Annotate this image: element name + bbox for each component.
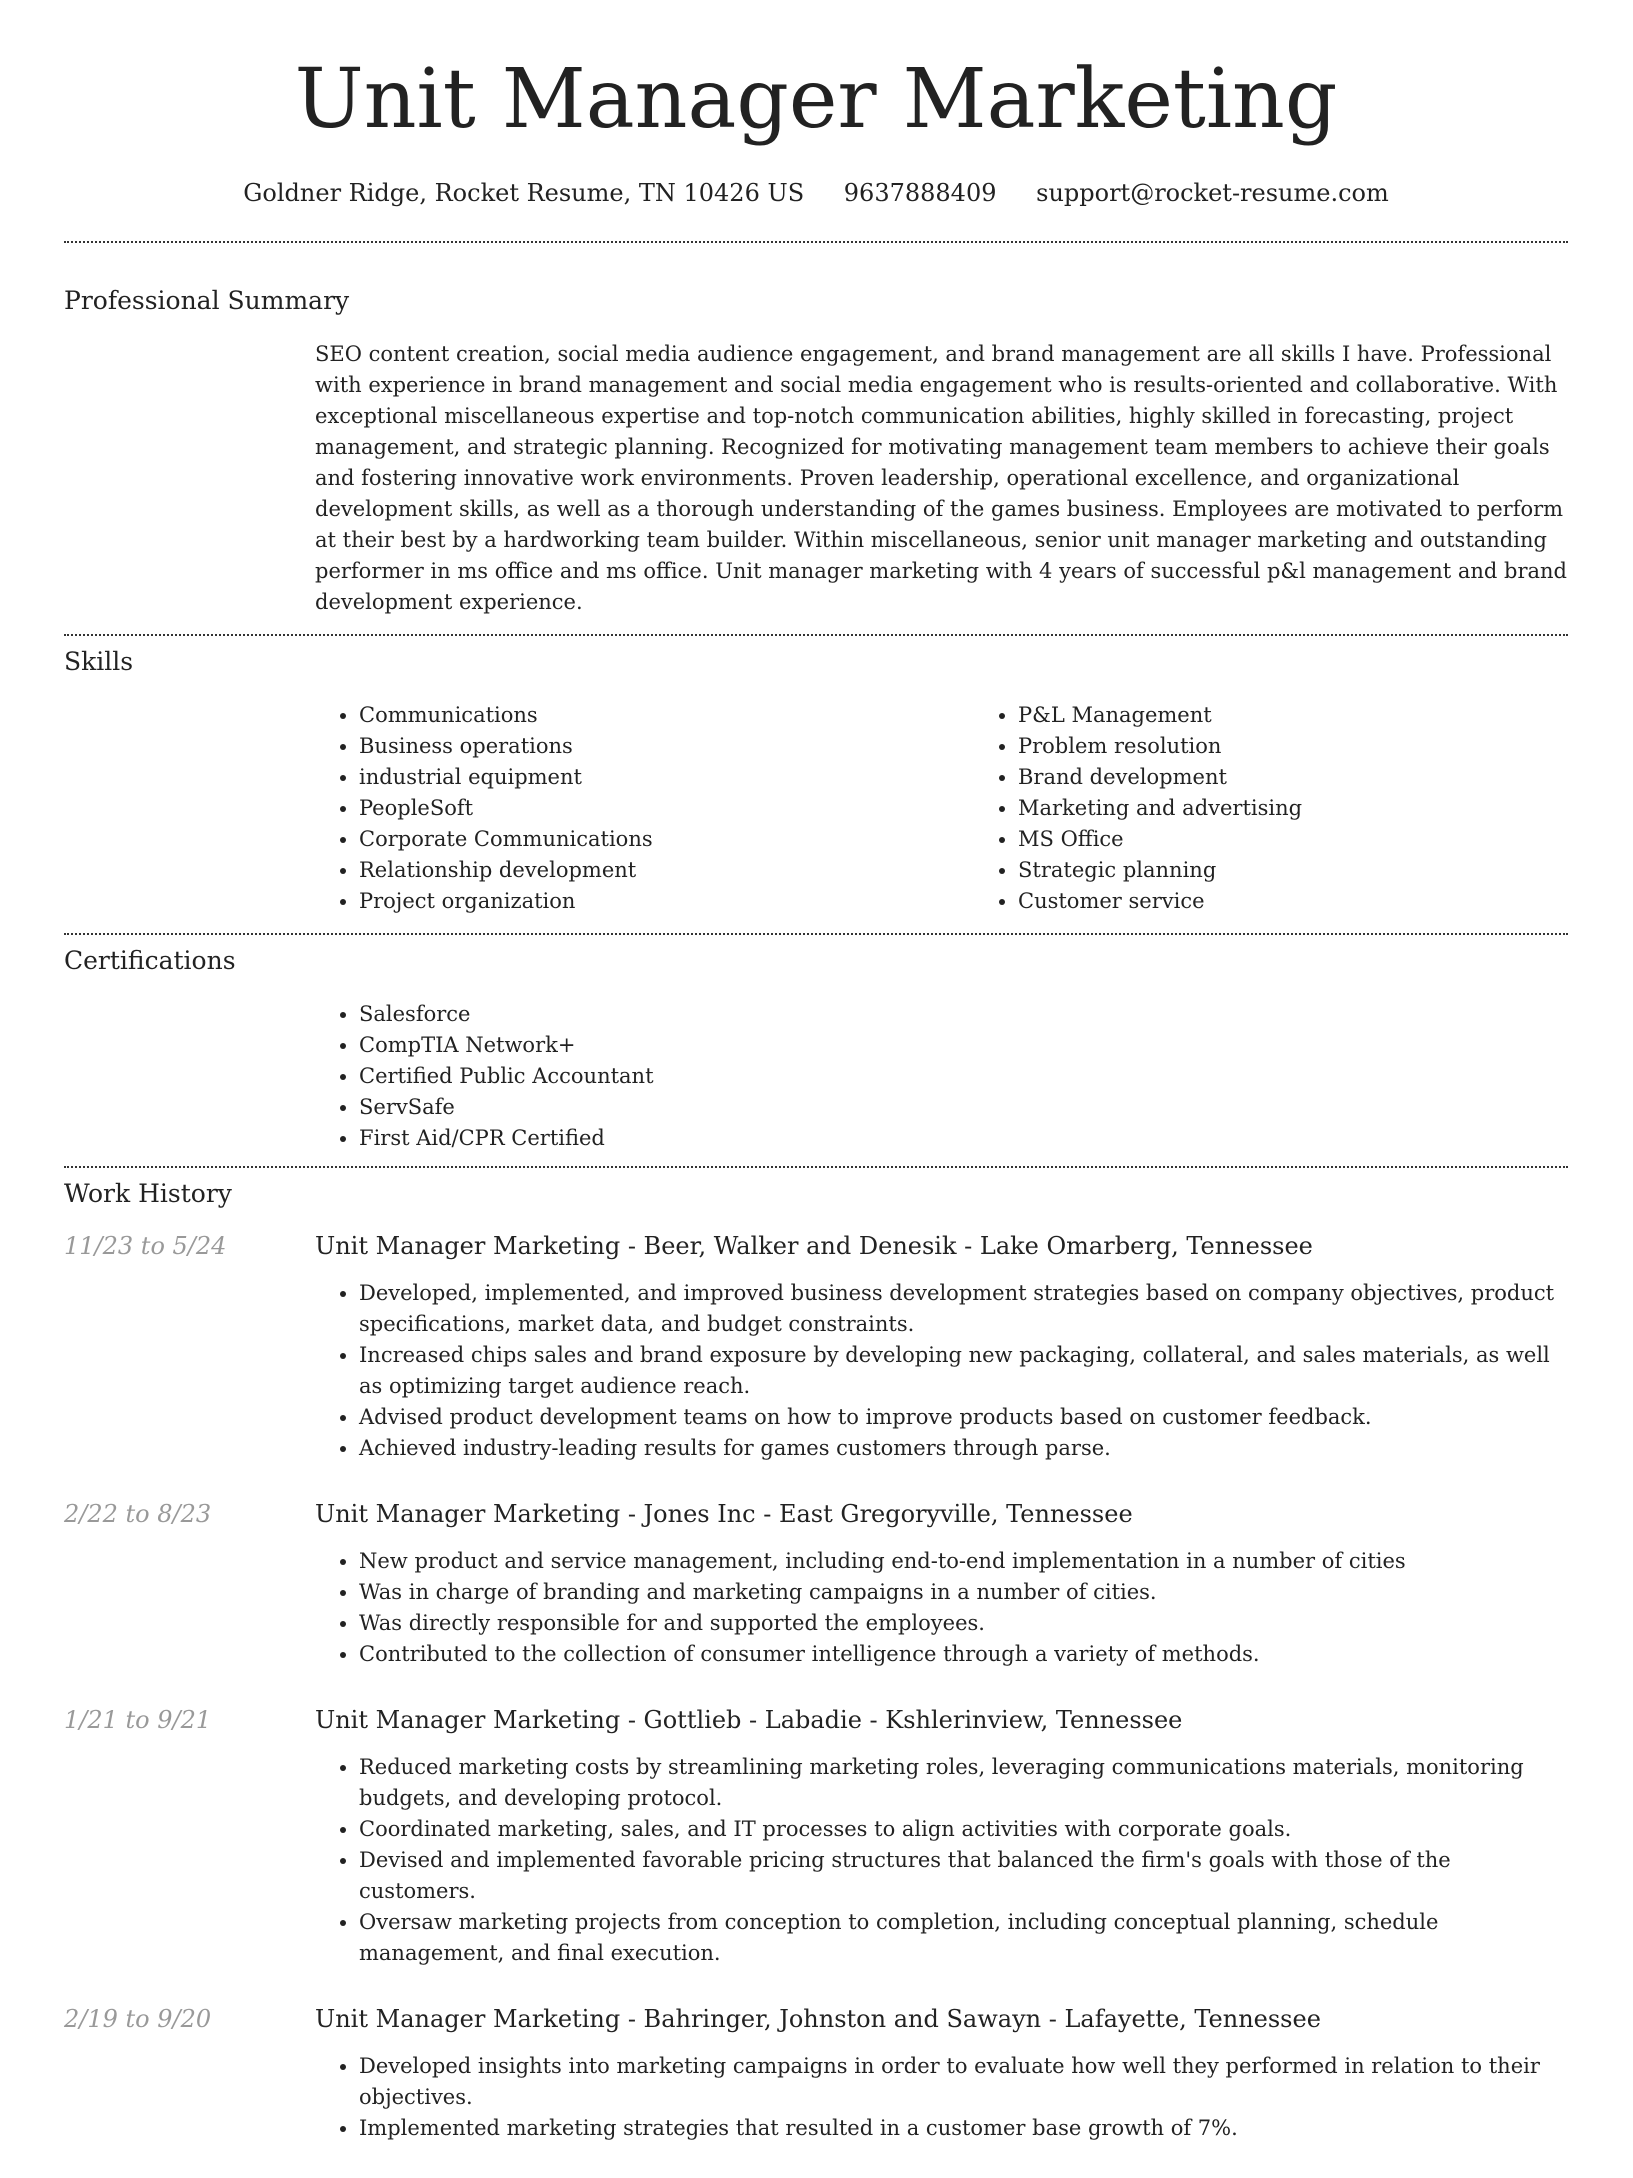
skill-item: • Project organization: [359, 886, 974, 917]
job-details: [315, 2003, 1568, 2178]
skill-item: • MS Office: [1018, 824, 1633, 855]
job-bullets: [315, 2051, 1568, 2178]
skills-grid: [315, 700, 1568, 933]
skills-list-left: [315, 700, 974, 917]
job-bullet: • New product and service management, including end-to-end implementation in a number of cities: [359, 1546, 1568, 1577]
job-bullet: • Oversaw marketing projects from conception to completion, including conceptual planning, schedule management, and final execution.: [359, 1907, 1568, 1969]
certifications-list: [315, 999, 1568, 1166]
job-details: [315, 1704, 1568, 2003]
contact-line: [0, 178, 1632, 208]
job-title: Unit Manager Marketing - Gottlieb - Labadie - Kshlerinview, Tennessee: [315, 1706, 1183, 1734]
job-bullet: • Was directly responsible for and supported the employees.: [359, 1608, 1568, 1639]
skill-item: • PeopleSoft: [359, 793, 974, 824]
skill-item: • industrial equipment: [359, 762, 974, 793]
skills-section: [0, 636, 1632, 933]
work-history-heading: Work History: [64, 1179, 232, 1208]
summary-heading: Professional Summary: [64, 286, 350, 315]
jobs-list: [64, 1210, 1568, 2178]
job-bullet: • Achieved industry-leading results for games customers through parse.: [359, 1433, 1568, 1464]
skill-item: • Corporate Communications: [359, 824, 974, 855]
skill-item: • Communications: [359, 700, 974, 731]
job-bullets: [315, 1752, 1568, 2003]
job-bullet: • Was in charge of branding and marketing campaigns in a number of cities.: [359, 1577, 1568, 1608]
job-details: [315, 1498, 1568, 1704]
candidate-name: Unit Manager Marketing: [294, 52, 1338, 147]
skill-item: • Brand development: [1018, 762, 1633, 793]
skill-item: • Problem resolution: [1018, 731, 1633, 762]
summary-text: SEO content creation, social media audience engagement, and brand management are all skills I have. Professional with experience in brand management and social media engagement who is results-oriented and collaborative. With exceptional miscellaneous expertise and top-notch communication abilities, highly skilled in forecasting, project management, and strategic planning. Recognized for motivating management team members to achieve their goals and fostering innovative work environments. Proven leadership, operational excellence, and organizational development skills, as well as a thorough understanding of the games business. Employees are motivated to perform at their best by a hardworking team builder. Within miscellaneous, senior unit manager marketing and outstanding performer in ms office and ms office. Unit manager marketing with 4 years of successful p&l management and brand development experience.: [315, 342, 1567, 614]
job-bullet: • Developed, implemented, and improved business development strategies based on company objectives, product specifications, market data, and budget constraints.: [359, 1278, 1568, 1340]
certification-item: • Salesforce: [359, 999, 1568, 1030]
skill-item: • P&L Management: [1018, 700, 1633, 731]
job-bullet: • Reduced marketing costs by streamlining marketing roles, leveraging communications materials, monitoring budgets, and developing protocol.: [359, 1752, 1568, 1814]
job-date: 11/23 to 5/24: [64, 1232, 227, 1260]
resume-header: [0, 0, 1632, 208]
skill-item: • Business operations: [359, 731, 974, 762]
job-date: 1/21 to 9/21: [64, 1706, 212, 1734]
skill-item: • Relationship development: [359, 855, 974, 886]
job-title: Unit Manager Marketing - Jones Inc - East Gregoryville, Tennessee: [315, 1500, 1133, 1528]
skill-item: • Customer service: [1018, 886, 1633, 917]
job-bullet: • Coordinated marketing, sales, and IT processes to align activities with corporate goals.: [359, 1814, 1568, 1845]
job-entry: [64, 1230, 1568, 1498]
certification-item: • Certified Public Accountant: [359, 1061, 1568, 1092]
address-text: Goldner Ridge, Rocket Resume, TN 10426 US: [243, 179, 805, 207]
job-date: 2/19 to 9/20: [64, 2005, 212, 2033]
certification-item: • ServSafe: [359, 1092, 1568, 1123]
certifications-heading: Certifications: [64, 946, 236, 975]
job-title: Unit Manager Marketing - Bahringer, Johnston and Sawayn - Lafayette, Tennessee: [315, 2005, 1321, 2033]
job-bullet: • Devised and implemented favorable pricing structures that balanced the firm's goals with those of the customers.: [359, 1845, 1568, 1907]
job-date: 2/22 to 8/23: [64, 1500, 212, 1528]
job-bullet: • Implemented marketing strategies that resulted in a customer base growth of 7%.: [359, 2113, 1568, 2144]
skills-heading: Skills: [64, 647, 134, 676]
skills-list-right: [974, 700, 1633, 917]
job-details: [315, 1230, 1568, 1498]
job-bullets: [315, 1546, 1568, 1704]
certification-item: • First Aid/CPR Certified: [359, 1123, 1568, 1154]
work-history-section: [0, 1168, 1632, 2178]
job-bullet: • Developed insights into marketing campaigns in order to evaluate how well they performed in relation to their objectives.: [359, 2051, 1568, 2113]
certifications-section: [0, 935, 1632, 1166]
summary-section: [0, 243, 1632, 618]
job-entry: [64, 1704, 1568, 2003]
job-title: Unit Manager Marketing - Beer, Walker and Denesik - Lake Omarberg, Tennessee: [315, 1232, 1313, 1260]
email-link[interactable]: support@rocket-resume.com: [1036, 179, 1389, 207]
phone-text: 9637888409: [843, 179, 997, 207]
skill-item: • Strategic planning: [1018, 855, 1633, 886]
job-bullet: • Advised product development teams on how to improve products based on customer feedback.: [359, 1402, 1568, 1433]
job-bullet: • Increased chips sales and brand exposure by developing new packaging, collateral, and sales materials, as well as optimizing target audience reach.: [359, 1340, 1568, 1402]
job-bullet: • Contributed to the collection of consumer intelligence through a variety of methods.: [359, 1639, 1568, 1670]
job-entry: [64, 2003, 1568, 2178]
job-bullets: [315, 1278, 1568, 1498]
job-entry: [64, 1498, 1568, 1704]
skill-item: • Marketing and advertising: [1018, 793, 1633, 824]
certification-item: • CompTIA Network+: [359, 1030, 1568, 1061]
